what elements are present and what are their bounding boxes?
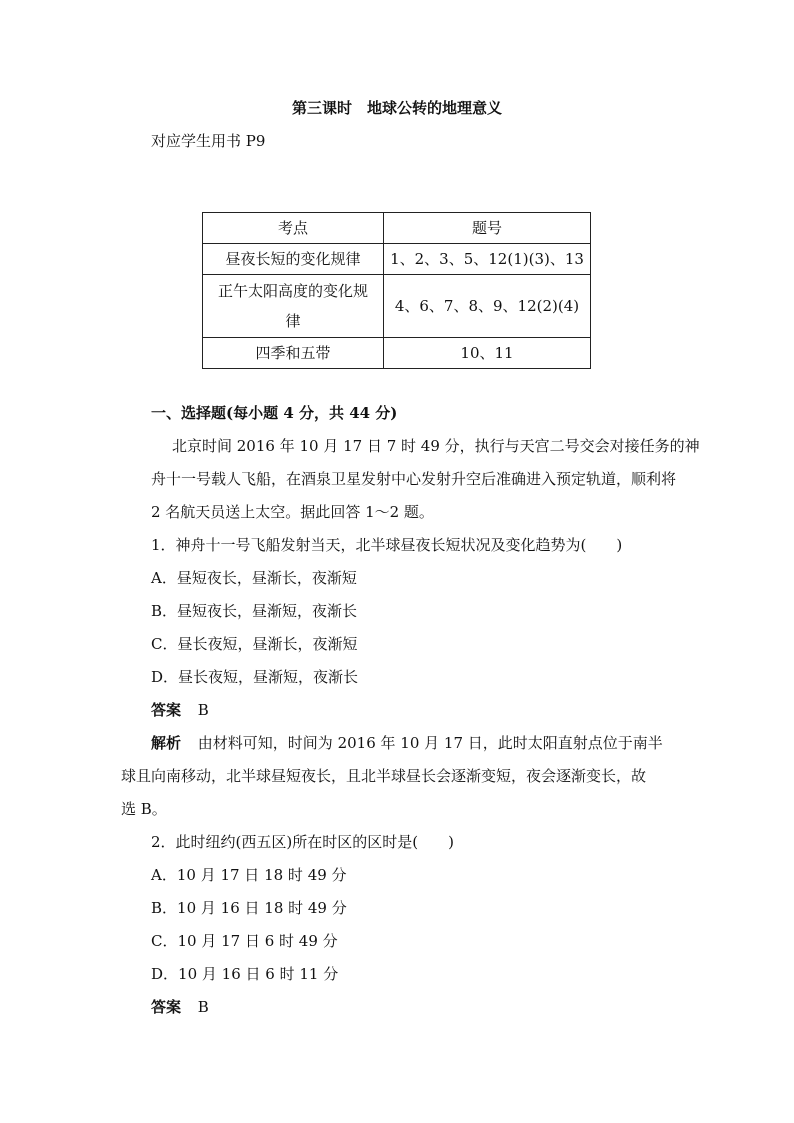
question-1-option-a: A．昼短夜长，昼渐长，夜渐短 xyxy=(151,569,357,587)
material-line: 2 名航天员送上太空。据此回答 1～2 题。 xyxy=(151,503,434,521)
table-cell-nums: 1、2、3、5、12(1)(3)、13 xyxy=(384,244,591,275)
book-reference: 对应学生用书 P9 xyxy=(151,132,266,150)
material-line: 北京时间 2016 年 10 月 17 日 7 时 49 分，执行与天宫二号交会对接任务的神 xyxy=(172,437,700,455)
analysis-text: 由材料可知，时间为 2016 年 10 月 17 日，此时太阳直射点位于南半 xyxy=(197,734,663,752)
question-1-option-c: C．昼长夜短，昼渐长，夜渐短 xyxy=(151,635,358,653)
page-title: 第三课时 地球公转的地理意义 xyxy=(291,99,502,117)
table-row xyxy=(203,275,591,338)
answer-value: B xyxy=(197,701,209,719)
section-heading: 一、选择题(每小题 4 分，共 44 分) xyxy=(151,404,398,422)
question-2-option-d: D．10 月 16 日 6 时 11 分 xyxy=(151,965,339,983)
topic-table xyxy=(202,212,591,369)
table-cell-topic: 昼夜长短的变化规律 xyxy=(203,244,384,275)
table-header-topic: 考点 xyxy=(203,213,384,244)
question-2-option-a: A．10 月 17 日 18 时 49 分 xyxy=(151,866,347,884)
table-cell-nums: 10、11 xyxy=(384,338,591,369)
table-cell-topic-line1: 正午太阳高度的变化规 xyxy=(217,282,368,300)
question-2-stem: 2．此时纽约(西五区)所在时区的区时是( ) xyxy=(151,833,454,851)
table-row xyxy=(203,244,591,275)
question-1-answer xyxy=(151,699,209,720)
answer-label: 答案 xyxy=(151,701,182,719)
table-row xyxy=(203,338,591,369)
answer-label: 答案 xyxy=(151,998,182,1016)
table-cell-topic-line2: 律 xyxy=(285,312,301,330)
question-2-option-b: B．10 月 16 日 18 时 49 分 xyxy=(151,899,347,917)
question-1-stem: 1．神舟十一号飞船发射当天，北半球昼夜长短状况及变化趋势为( ) xyxy=(151,536,623,554)
table-cell-nums: 4、6、7、8、9、12(2)(4) xyxy=(384,275,591,338)
question-1-analysis xyxy=(151,732,663,753)
question-1-option-b: B．昼短夜长，昼渐短，夜渐长 xyxy=(151,602,358,620)
analysis-label: 解析 xyxy=(151,734,182,752)
table-header-nums: 题号 xyxy=(384,213,591,244)
question-1-option-d: D．昼长夜短，昼渐短，夜渐长 xyxy=(151,668,359,686)
material-line: 舟十一号载人飞船，在酒泉卫星发射中心发射升空后准确进入预定轨道，顺利将 xyxy=(151,470,677,488)
analysis-line: 球且向南移动，北半球昼短夜长，且北半球昼长会逐渐变短，夜会逐渐变长，故 xyxy=(121,767,647,785)
question-2-option-c: C．10 月 17 日 6 时 49 分 xyxy=(151,932,338,950)
analysis-line: 选 B。 xyxy=(121,800,167,818)
question-2-answer xyxy=(151,996,209,1017)
answer-value: B xyxy=(197,998,209,1016)
table-cell-topic xyxy=(203,275,384,338)
table-header-row xyxy=(203,213,591,244)
table-cell-topic: 四季和五带 xyxy=(203,338,384,369)
